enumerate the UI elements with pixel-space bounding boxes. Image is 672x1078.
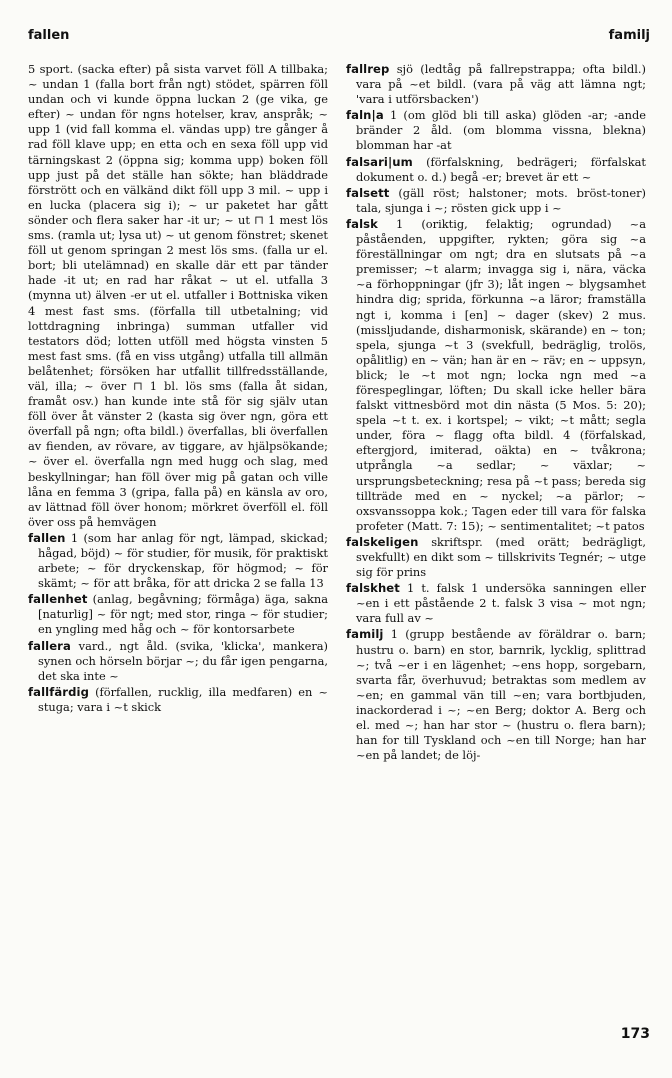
page-number: 173 (620, 1026, 650, 1042)
entry-headword: fallenhet (28, 592, 88, 607)
entry-headword: fallrep (346, 62, 390, 76)
entry-headword: fallera (28, 638, 71, 653)
entry-headword: fallfärdig (28, 684, 89, 699)
dictionary-entry (28, 685, 328, 715)
entry-headword: faln|a (346, 108, 384, 123)
entry-headword: falsari|um (346, 154, 413, 169)
entry-headword: falskhet (346, 581, 400, 596)
dictionary-entry (28, 531, 328, 591)
entry-headword: fallen (28, 530, 66, 545)
dictionary-entry (346, 627, 646, 763)
entry-headword: falskeligen (346, 534, 419, 549)
dictionary-entry (28, 592, 328, 637)
text-columns (28, 62, 650, 764)
left-column (28, 62, 328, 764)
dictionary-entry (28, 639, 328, 684)
entry-text: skriftspr. (med orätt; bedrägligt, svekfullt) en dikt som ~ tillskrivits Tegnér; ~ utge sig för prins (356, 534, 646, 580)
entry-text: 1 (grupp bestående av föräldrar o. barn; hustru o. barn) en stor, barnrik, lycklig, splittrad ~; två ~er i en lägenhet; ~ens hopp, sorgebarn, svarta får, överhuvud; betraktas som medlem av ~en; en gammal vän till ~en; vara bortbjuden, inackorderad i ~; ~en Berg; doktor A. Berg och el. med ~; han har stor ~ (hustru o. flera barn); han for till Tyskland och ~en till Norge; han har ~en på landet; de löj- (356, 627, 646, 763)
entry-text: vard., ngt åld. (svika, 'klicka', mankera) synen och hörseln börjar ~; du får igen pengarna, det ska inte ~ (38, 638, 328, 683)
entry-headword: falsett (346, 185, 390, 200)
entry-text: sjö (ledtåg på fallrepstrappa; ofta bildl.) vara på ~et bildl. (vara på väg att lämna ngt; 'vara i utförsbacken') (356, 62, 646, 107)
right-column (346, 62, 646, 764)
entry-headword: falsk (346, 216, 378, 231)
left-guide-word: fallen (28, 28, 70, 43)
dictionary-entry (346, 535, 646, 580)
entry-text: 1 (oriktig, felaktig; ogrundad) ~a påståenden, uppgifter, rykten; göra sig ~a föreställningar om ngt; dra en slutsats på ~a premisser; ~t alarm; invagga sig i, nära, väcka ~a förhoppningar (jfr 3); låt ingen ~ blygsamhet hindra dig; sprida, förkunna ~a läror; framställa ngt i, komma i [en] ~ dager (skev) 2 mus. (missljudande, disharmonisk, skärande) en ~ ton; spela, sjunga ~t 3 (svekfull, bedräglig, trolös, opålitlig) en ~ vän; han är en ~ räv; en ~ uppsyn, blick; le ~t mot ngn; locka ngn med ~a förespeglingar, löften; Du skall icke heller bära falskt vittnesbörd mot din nästa (5 Mos. 5: 20); spela ~t t. ex. i kortspel; ~ vikt; ~t mått; segla under, föra ~ flagg ofta bildl. 4 (förfalskad, eftergjord, imiterad, oäkta) en ~ tvåkrona; utprångla ~a sedlar; ~ växlar; ~ ursprungsbeteckning; resa på ~t pass; bereda sig tillträde med en ~ nyckel; ~a pärlor; ~ oxsvanssoppa kok.; Tagen eder till vara för falska profeter (Matt. 7: 15); ~ sentimentalitet; ~t patos (356, 216, 646, 533)
entry-text: 1 (om glöd bli till aska) glöden -ar; -ande bränder 2 åld. (om blomma vissna, blekna) blomman har -at (356, 108, 646, 153)
running-header (28, 28, 650, 62)
right-guide-word: familj (608, 28, 650, 43)
entry-text: 5 sport. (sacka efter) på sista varvet föll A tillbaka; ~ undan 1 (falla bort från ngt) stödet, spärren föll undan och vi kunde öppna luckan 2 (ge vika, ge efter) ~ undan för ngns hotelser, krav, anspråk; ~ upp 1 (vid fall komma el. vändas upp) tre gånger å rad föll klave upp; en etta och en sexa föll upp vid tärningskast 2 (öppna sig; komma upp) boken föll upp just på det ställe han sökte; han bläddrade förstrött och en välkänd dikt föll upp 3 mil. ~ upp i en lucka (placera sig i); ~ ur paketet har gått sönder och flera saker har -it ur; ~ ut ⊓ 1 mest lös sms. (ramla ut; lysa ut) ~ ut genom fönstret; skenet föll ut genom springan 2 mest lös sms. (falla ur el. bort; bli utelämnad) en skalle där ett par tänder hade -it ut; en rad har råkat ~ ut el. utfalla 3 (mynna ut) älven -er ut el. utfaller i Bottniska viken 4 mest fast sms. (förfalla till utbetalning; vid lottdragning inbringa) summan utfaller vid testators död; lotten utföll med högsta vinsten 5 mest fast sms. (få en viss utgång) utfalla till allmän belåtenhet; försöken har utfallit tillfredsställande, väl, illa; ~ över ⊓ 1 bl. lös sms (falla åt sidan, framåt osv.) han kunde inte stå för sig själv utan föll över åt vänster 2 (kasta sig över ngn, göra ett överfall på ngn; ofta bildl.) överfallas, bli överfallen av fienden, av rövare, av tiggare, av hjälpsökande; ~ över el. överfalla ngn med hugg och slag, med beskyllningar; han föll över mig på gatan och ville låna en femma 3 (gripa, falla på) en känsla av oro, av lättnad föll över honom; mörkret överföll el. föll över oss på hemvägen (28, 62, 328, 529)
entry-text: (anlag, begåvning; förmåga) äga, sakna [naturlig] ~ för ngt; med stor, ringa ~ för studier; en yngling med håg och ~ för kontorsarbete (38, 592, 328, 637)
dictionary-entry (346, 155, 646, 185)
dictionary-entry (346, 62, 646, 107)
entry-text: 1 t. falsk 1 undersöka sanningen eller ~en i ett påstående 2 t. falsk 3 visa ~ mot ngn; vara full av ~ (356, 581, 646, 626)
entry-text: (gäll röst; halstoner; mots. bröst-toner) tala, sjunga i ~; rösten gick upp i ~ (356, 185, 646, 215)
dictionary-entry (346, 581, 646, 626)
dictionary-entry (346, 186, 646, 216)
entry-headword: familj (346, 627, 384, 642)
dictionary-entry (28, 62, 328, 530)
entry-text: 1 (som har anlag för ngt, lämpad, skickad; hågad, böjd) ~ för studier, för musik, för praktiskt arbete; ~ för dryckenskap, för högmod; ~ för skämt; ~ för att bråka, för att dricka 2 se falla 13 (38, 530, 328, 591)
dictionary-entry (346, 108, 646, 153)
entry-text: (förfallen, rucklig, illa medfaren) en ~ stuga; vara i ~t skick (38, 684, 328, 714)
dictionary-entry (346, 217, 646, 534)
entry-text: (förfalskning, bedrägeri; förfalskat dokument o. d.) begå -er; brevet är ett ~ (356, 154, 646, 184)
